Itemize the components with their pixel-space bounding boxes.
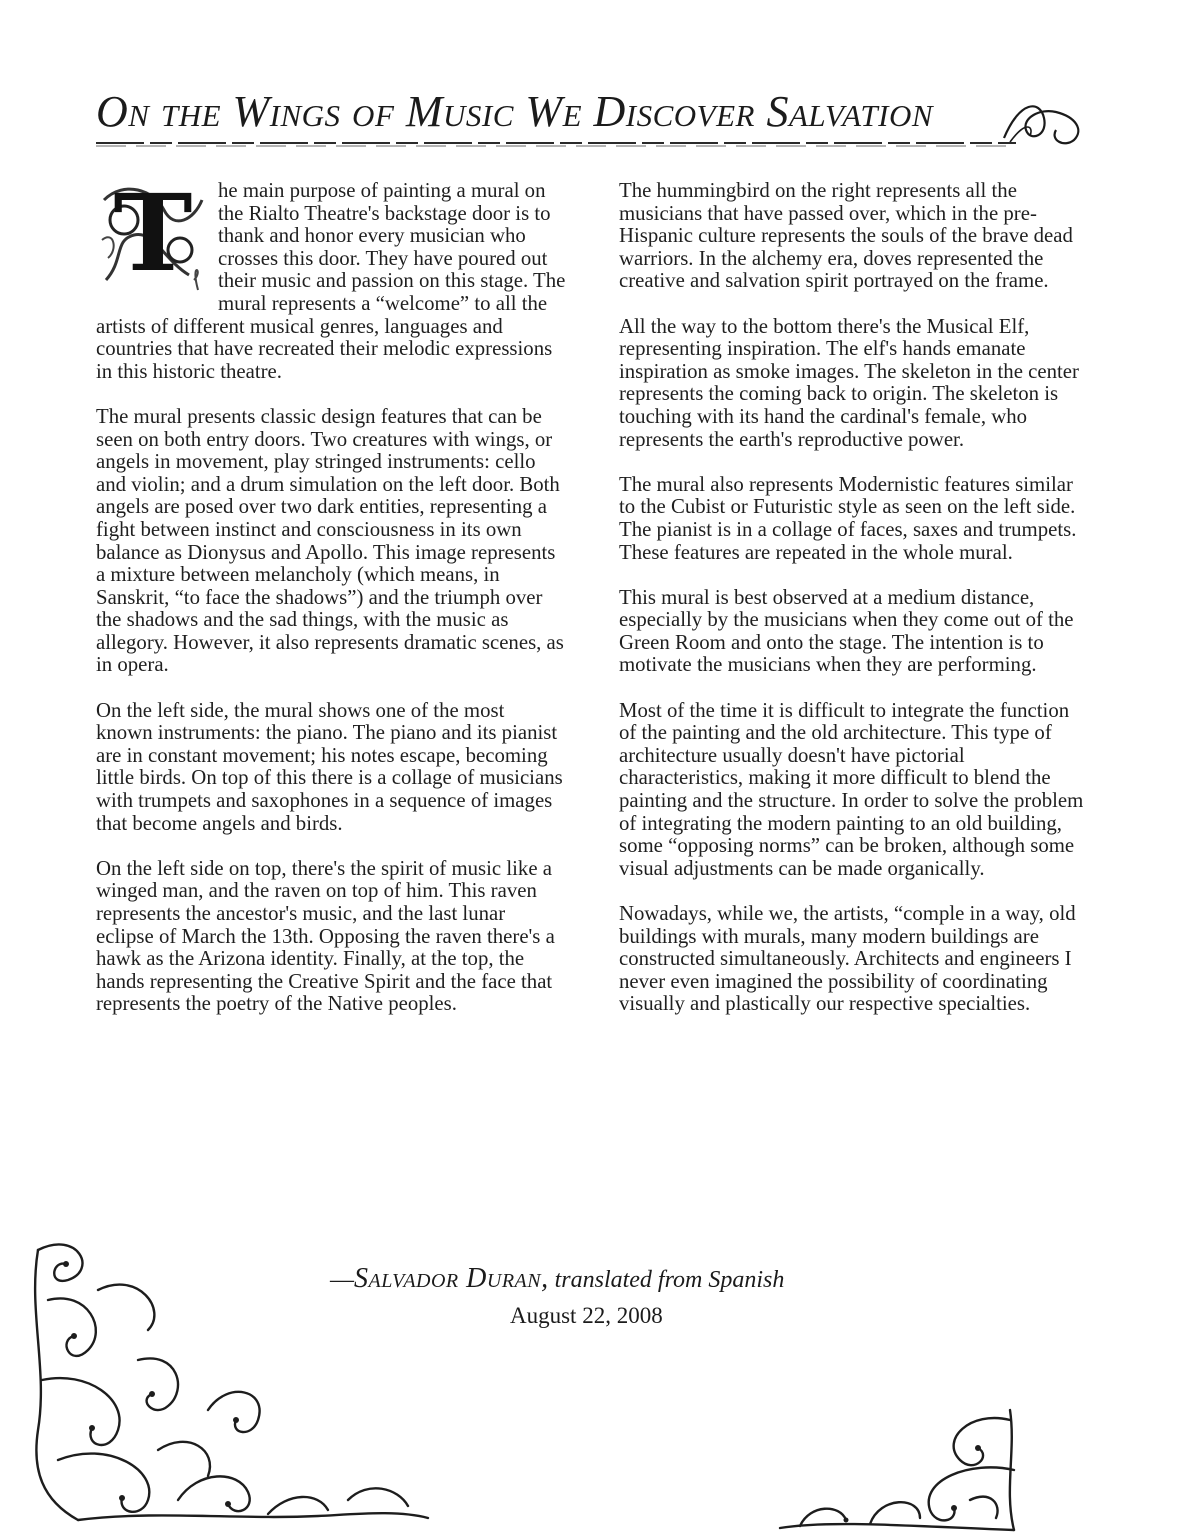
- paragraph: Most of the time it is difficult to integrate the function of the painting and the old architecture. This type of architecture usually doesn't have pictorial characteristics, making it more difficult to blend the painting and the structure. In order to solve the problem of integrating the modern painting to an old building, some “opposing norms” can be broken, although some visual adjustments can be made organically.: [619, 698, 1084, 880]
- page-title: On the Wings of Music We Discover Salvation: [96, 87, 934, 136]
- author-name: Salvador Duran,: [354, 1263, 549, 1294]
- title-underline-rule: [96, 140, 1016, 148]
- paragraph-text: he main purpose of painting a mural on the Rialto Theatre's backstage door is to thank and honor every musician who crosses this door. They have poured out their music and passion on this stage. The mural represents a “welcome” to all the artists of different musical genres, languages and countries that have recreated their melodic expressions in this historic theatre.: [96, 179, 566, 383]
- paragraph: On the left side on top, there's the spirit of music like a winged man, and the raven on top of him. This raven represents the ancestor's music, and the last lunar eclipse of March the 13th. Opposing the raven there's a hawk as the Arizona identity. Finally, at the top, the hands representing the Creative Spirit and the face that represents the poetry of the Native peoples.: [96, 856, 555, 1016]
- paragraph: The mural presents classic design features that can be seen on both entry doors. Two creatures with wings, or angels in movement, play stringed instruments: cello and violin; and a drum simulation on the left door. Both angels are posed over two dark entities, representing a fight between instinct and consciousness in its own balance as Dionysus and Apollo. This image represents a mixture between melancholy (which means, in Sanskrit, “to face the shadows”) and the triumph over the shadows and the sad things, with the music as allegory. However, it also represents dramatic scenes, as in opera.: [96, 404, 564, 677]
- left-column: [96, 170, 566, 1039]
- corner-ornament-right: [770, 1400, 1030, 1535]
- paragraph: This mural is best observed at a medium distance, especially by the musicians when they come out of the Green Room and onto the stage. The intention is to motivate the musicians when they are performing.: [619, 585, 1074, 677]
- drop-cap-letter: T: [113, 170, 193, 295]
- drop-cap: [94, 170, 212, 298]
- paragraph: The hummingbird on the right represents all the musicians that have passed over, which in the pre-Hispanic culture represents the souls of the brave dead warriors. In the alchemy era, doves represented the creative and salvation spirit portrayed on the frame.: [619, 179, 1073, 293]
- paragraph: All the way to the bottom there's the Musical Elf, representing inspiration. The elf's hands emanate inspiration as smoke images. The skeleton in the center represents the coming back to origin. The skeleton is touching with its hand the cardinal's female, who represents the earth's reproductive power.: [619, 314, 1079, 451]
- paragraph: Nowadays, while we, the artists, “comple in a way, old buildings with murals, many modern buildings are constructed simultaneously. Architects and engineers I never even imagined the possibility of coordinating visually and plastically our respective specialties.: [619, 902, 1076, 1016]
- signature-date: August 22, 2008: [510, 1303, 663, 1328]
- corner-ornament-left: [18, 1230, 438, 1530]
- paragraph: The mural also represents Modernistic features similar to the Cubist or Futuristic style as seen on the left side. The pianist is in a collage of faces, saxes and trumpets. These features are repeated in the whole mural.: [619, 472, 1077, 564]
- paragraph: On the left side, the mural shows one of the most known instruments: the piano. The piano and its pianist are in constant movement; his notes escape, becoming little birds. On top of this there is a collage of musicians with trumpets and saxophones in a sequence of images that become angels and birds.: [96, 698, 563, 835]
- paragraph: [96, 170, 566, 383]
- translation-note: translated from Spanish: [554, 1267, 785, 1293]
- signature-dash: —: [330, 1267, 354, 1293]
- right-column: [619, 180, 1084, 1039]
